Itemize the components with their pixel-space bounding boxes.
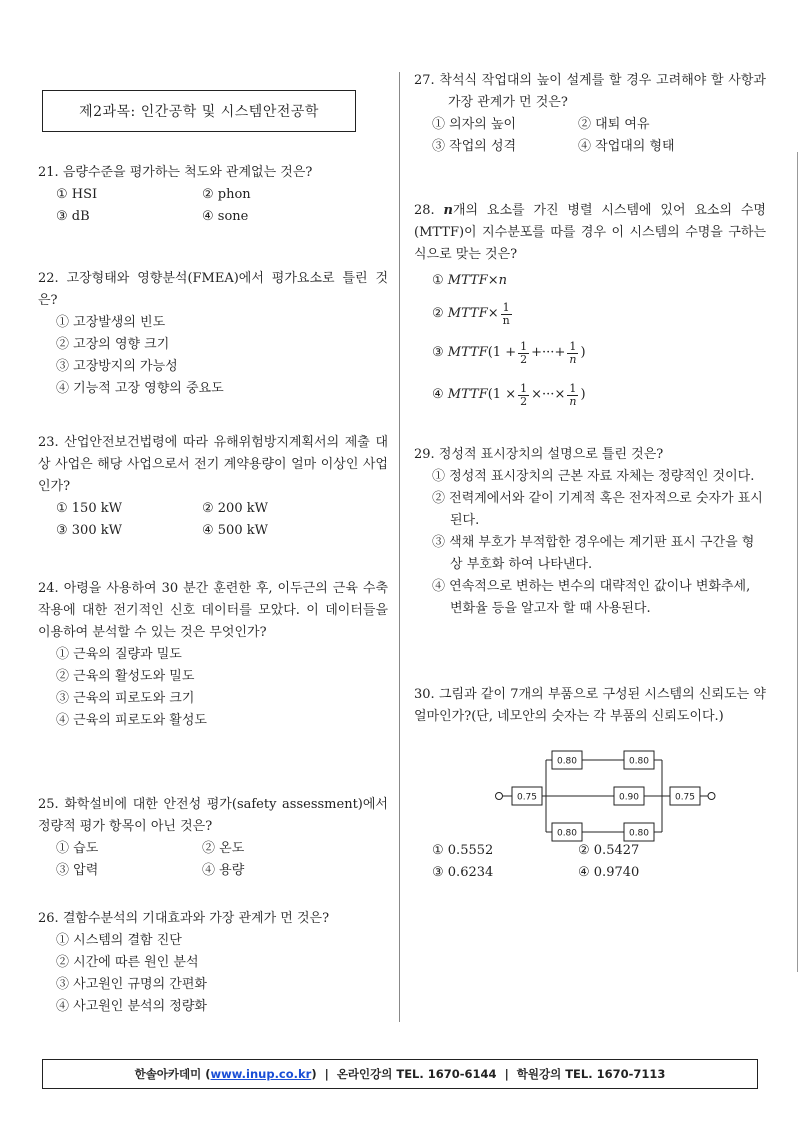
left-column [38, 90, 389, 1014]
option[interactable]: ④ 연속적으로 변하는 변수의 대략적인 값이나 변화추세, 변화율 등을 알고자 할 때 사용된다. [432, 579, 751, 616]
option[interactable]: ① 고장발생의 빈도 [56, 315, 166, 330]
option[interactable]: ② 근육의 활성도와 밀도 [56, 669, 195, 684]
question-24 [38, 578, 388, 732]
options [38, 498, 388, 542]
block-label: 0.80 [556, 828, 578, 839]
question-25 [38, 794, 388, 882]
question-stem: 28. n개의 요소를 가진 병렬 시스템에 있어 요소의 수명(MTTF)이 지수분포를 따를 경우 이 시스템의 수명을 구하는 식으로 맞는 것은? [414, 203, 766, 262]
input-terminal [496, 793, 503, 800]
online-phone: 온라인강의 TEL. 1670-6144 [336, 1067, 497, 1081]
page-edge-line [797, 152, 798, 972]
fraction: $\frac{1}{2}$ [520, 339, 528, 366]
options [414, 114, 766, 158]
question-stem: 24. 아령을 사용하여 30 분간 훈련한 후, 이두근의 근육 수축작용에 대한 전기적인 신호 데이터를 모았다. 이 데이터들을 이용하여 분석할 수 있는 것은 무엇인가? [38, 581, 388, 640]
block-label: 0.75 [516, 792, 538, 803]
question-26 [38, 908, 388, 1018]
question-21 [38, 162, 388, 228]
option[interactable]: ② 전력계에서와 같이 기계적 혹은 전자적으로 숫자가 표시된다. [432, 491, 763, 528]
website-link[interactable]: www.inup.co.kr [210, 1067, 312, 1081]
option[interactable]: ① HSI [56, 187, 98, 202]
option[interactable]: ② 고장의 영향 크기 [56, 337, 170, 352]
separator: | [324, 1067, 329, 1081]
fraction: $\frac{1}{n}$ [569, 339, 577, 366]
option[interactable]: ① 정성적 표시장치의 근본 자료 자체는 정량적인 것이다. [432, 469, 755, 484]
option[interactable]: ④ sone [202, 209, 249, 224]
option[interactable]: ③ dB [56, 209, 90, 224]
options [414, 266, 766, 416]
block-label: 0.80 [556, 756, 578, 767]
option[interactable]: ③ 압력 [56, 863, 99, 878]
section-title: 제2과목: 인간공학 및 시스템안전공학 [42, 90, 356, 132]
block-label: 0.80 [628, 828, 650, 839]
question-27 [414, 70, 766, 158]
fraction: $\frac{1}{n}$ [569, 381, 577, 408]
question-stem: 30. 그림과 같이 7개의 부품으로 구성된 시스템의 신뢰도는 약 얼마인가?(단, 네모안의 숫자는 각 부품의 신뢰도이다.) [414, 687, 766, 724]
option[interactable]: ② 온도 [202, 841, 245, 856]
option[interactable]: ① 근육의 질량과 밀도 [56, 647, 182, 662]
question-stem: 25. 화학설비에 대한 안전성 평가(safety assessment)에서 정량적 평가 항목이 아닌 것은? [38, 797, 388, 834]
option[interactable]: ③ 작업의 성격 [432, 139, 517, 154]
options [38, 930, 388, 1018]
option[interactable]: ① 습도 [56, 841, 99, 856]
question-stem: 22. 고장형태와 영향분석(FMEA)에서 평가요소로 틀린 것은? [38, 271, 388, 308]
option[interactable]: ④ 기능적 고장 영향의 중요도 [56, 381, 224, 396]
question-stem: 29. 정성적 표시장치의 설명으로 틀린 것은? [414, 447, 664, 462]
options [414, 466, 766, 620]
block-label: 0.80 [628, 756, 650, 767]
option[interactable]: ④ MTTF ( 1 × $\frac{1}{2}$ × ··· × $\frac{1}{n}$ ) [432, 381, 586, 408]
option[interactable]: ③ 근육의 피로도와 크기 [56, 691, 195, 706]
column-divider [399, 72, 400, 1022]
option[interactable]: ④ 작업대의 형태 [578, 139, 675, 154]
footer: 한솔아카데미 ( www.inup.co.kr ) | 온라인강의 TEL. 1670-6144 | 학원강의 TEL. 1670-7113 [42, 1059, 758, 1089]
option[interactable]: ④ 근육의 피로도와 활성도 [56, 713, 207, 728]
option[interactable]: ② phon [202, 187, 251, 202]
option[interactable]: ③ 300 kW [56, 523, 122, 538]
reliability-block-diagram [494, 750, 724, 842]
option[interactable]: ④ 500 kW [202, 523, 268, 538]
question-stem: 21. 음량수준을 평가하는 척도와 관계없는 것은? [38, 165, 313, 180]
options [38, 644, 388, 732]
options [38, 184, 388, 228]
offline-phone: 학원강의 TEL. 1670-7113 [516, 1067, 666, 1081]
separator: | [504, 1067, 509, 1081]
option[interactable]: ① 시스템의 결함 진단 [56, 933, 182, 948]
question-30-options [414, 840, 766, 884]
options [38, 838, 388, 882]
option[interactable]: ③ 0.6234 [432, 865, 494, 880]
option[interactable]: ① MTTF × n [432, 273, 507, 288]
option[interactable]: ② 0.5427 [578, 843, 640, 858]
block-label: 0.75 [674, 792, 696, 803]
fraction: $\frac{1}{n}$ [502, 300, 510, 327]
question-stem: 26. 결함수분석의 기대효과와 가장 관계가 먼 것은? [38, 911, 330, 926]
question-30 [414, 684, 766, 728]
block-label: 0.90 [618, 792, 640, 803]
option[interactable]: ③ 고장방지의 가능성 [56, 359, 178, 374]
option[interactable]: ③ 사고원인 규명의 간편화 [56, 977, 207, 992]
question-stem: 23. 산업안전보건법령에 따라 유해위험방지계획서의 제출 대상 사업은 해당 사업으로서 전기 계약용량이 얼마 이상인 사업인가? [38, 435, 389, 494]
option[interactable]: ② 대퇴 여유 [578, 117, 650, 132]
option[interactable]: ① 0.5552 [432, 843, 494, 858]
question-28 [414, 200, 766, 416]
option[interactable]: ④ 용량 [202, 863, 245, 878]
option[interactable]: ① 의자의 높이 [432, 117, 517, 132]
option[interactable]: ① 150 kW [56, 501, 122, 516]
option[interactable]: ③ 색채 부호가 부적합한 경우에는 계기판 표시 구간을 형상 부호화 하여 나타낸다. [432, 535, 755, 572]
option[interactable]: ② 시간에 따른 원인 분석 [56, 955, 199, 970]
question-23 [38, 432, 388, 542]
options [38, 312, 388, 400]
fraction: $\frac{1}{2}$ [520, 381, 528, 408]
question-22 [38, 268, 388, 400]
option[interactable]: ② MTTF × $\frac{1}{n}$ [432, 300, 510, 327]
question-stem: 27. 착석식 작업대의 높이 설계를 할 경우 고려해야 할 사항과 가장 관계가 먼 것은? [414, 73, 766, 110]
question-29 [414, 444, 766, 620]
output-terminal [708, 793, 715, 800]
options [414, 840, 766, 884]
option[interactable]: ② 200 kW [202, 501, 268, 516]
option[interactable]: ④ 사고원인 분석의 정량화 [56, 999, 207, 1014]
option[interactable]: ③ MTTF ( 1 + $\frac{1}{2}$ + ··· + $\frac{1}{n}$ ) [432, 339, 586, 366]
option[interactable]: ④ 0.9740 [578, 865, 640, 880]
